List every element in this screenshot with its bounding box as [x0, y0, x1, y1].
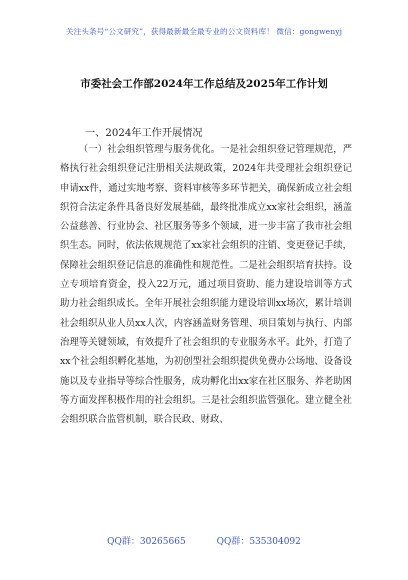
- footer-contact: [0, 534, 408, 547]
- section-heading: 一、2024年工作开展情况: [85, 128, 203, 139]
- footer-qq-group-1: QQ群：30265665: [107, 537, 186, 547]
- body-paragraph: （一）社会组织管理与服务优化。一是社会组织登记管理规范，严格执行社会组织登记注册相关法规政策，2024年共受理社会组织登记申请xx件，通过实地考察、资料审核等多环节把关，确保新成立社会组织符合法定条件具备良好发展基础，最终批准成立xx家社会组织，涵盖公益慈善、行业协会、社区服务等多个领域，进一步丰富了我市社会组织生态。同时，依法依规规范了xx家社会组织的注销、变更登记手续，保障社会组织登记信息的准确性和规范性。二是社会组织培育扶持。设立专项培育资金，投入22万元，通过项目资助、能力建设培训等方式助力社会组织成长。全年开展社会组织能力建设培训xx场次，累计培训社会组织从业人员xx人次，内容涵盖财务管理、项目策划与执行、内部治理等关键领域，有效提升了社会组织的专业服务水平。此外，打造了xx个社会组织孵化基地，为初创型社会组织提供免费办公场地、设备设施以及专业指导等综合性服务，成功孵化出xx家在社区服务、养老助困等方面发挥积极作用的社会组织。三是社会组织监管强化。建立健全社会组织联合监管机制，联合民政、财政、: [60, 144, 352, 426]
- document-title: 市委社会工作部2024年工作总结及2025年工作计划: [80, 78, 328, 90]
- header-banner: 关注头条号“公文研究”，获得最新最全最专业的公文资料库！ 微信：gongwenyj: [65, 27, 343, 36]
- footer-qq-group-2: QQ群：535304092: [216, 537, 301, 547]
